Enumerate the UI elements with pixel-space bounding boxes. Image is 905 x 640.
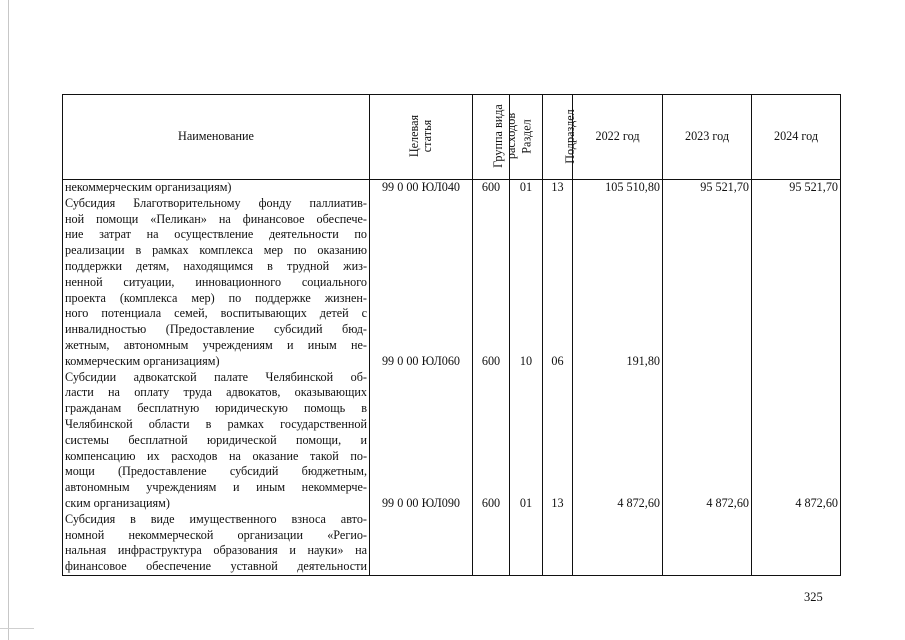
empty-line — [543, 401, 572, 417]
name-line: реализации в рамках комплекса мер по оказанию — [65, 243, 367, 258]
empty-line — [663, 528, 749, 544]
year-2024-cell — [752, 354, 838, 370]
empty-line — [573, 417, 660, 433]
header-subsection — [543, 95, 577, 180]
empty-line — [752, 464, 838, 480]
name-line: ние затрат на осуществление деятельности по — [65, 227, 367, 242]
empty-line — [543, 275, 572, 291]
empty-line — [370, 243, 472, 259]
empty-line — [543, 449, 572, 465]
empty-line — [752, 227, 838, 243]
name-line: ским организациям) — [65, 495, 170, 510]
scan-edge-line — [8, 0, 9, 640]
empty-line — [573, 370, 660, 386]
expense-group-cell: 600 — [481, 180, 501, 194]
empty-line — [370, 512, 472, 528]
header-year-2022 — [573, 95, 663, 180]
section-cell: 10 — [519, 353, 533, 368]
target-article-column — [370, 180, 473, 576]
empty-line — [752, 306, 838, 322]
empty-line — [573, 227, 660, 243]
name-line: номной некоммерческой организации «Регио- — [65, 527, 367, 542]
empty-line — [573, 259, 660, 275]
year-2022-cell: 105 510,80 — [605, 180, 660, 194]
empty-line — [370, 449, 472, 465]
empty-line — [473, 385, 509, 401]
empty-line — [543, 464, 572, 480]
empty-line — [543, 433, 572, 449]
empty-line — [510, 227, 542, 243]
empty-line — [473, 306, 509, 322]
empty-line — [752, 417, 838, 433]
header-year-2022-label: 2022 год — [595, 129, 640, 144]
expense-group-cell: 600 — [481, 353, 501, 368]
empty-line — [370, 417, 472, 433]
name-line: жетным, автономным учреждениям и иным не- — [65, 337, 367, 352]
empty-line — [510, 480, 542, 496]
header-expense-group — [473, 95, 518, 180]
empty-line — [370, 385, 472, 401]
header-year-2024 — [752, 95, 841, 180]
empty-line — [473, 543, 509, 559]
empty-line — [510, 291, 542, 307]
empty-line — [752, 196, 838, 212]
empty-line — [473, 259, 509, 275]
empty-line — [573, 512, 660, 528]
year-2023-cell: 95 521,70 — [700, 180, 749, 194]
year-2024-cell: 95 521,70 — [789, 180, 838, 194]
header-name — [63, 95, 370, 180]
empty-line — [573, 322, 660, 338]
empty-line — [752, 322, 838, 338]
target-article-cell: 99 0 00 ЮЛ090 — [381, 495, 461, 510]
empty-line — [663, 212, 749, 228]
empty-line — [663, 401, 749, 417]
expense-group-stack — [473, 180, 509, 575]
subsection-column — [543, 180, 573, 576]
empty-line — [510, 370, 542, 386]
empty-line — [543, 559, 572, 575]
empty-line — [543, 417, 572, 433]
empty-line — [473, 370, 509, 386]
empty-line — [473, 464, 509, 480]
header-expense-group-label — [492, 104, 518, 168]
empty-line — [752, 401, 838, 417]
year-2022-cell: 191,80 — [626, 353, 660, 368]
empty-line — [752, 370, 838, 386]
empty-line — [663, 227, 749, 243]
empty-line — [510, 243, 542, 259]
empty-line — [510, 417, 542, 433]
empty-line — [663, 385, 749, 401]
empty-line — [752, 385, 838, 401]
empty-line — [663, 370, 749, 386]
empty-line — [543, 212, 572, 228]
empty-line — [370, 370, 472, 386]
empty-line — [663, 512, 749, 528]
empty-line — [543, 370, 572, 386]
empty-line — [510, 275, 542, 291]
expense-group-cell: 600 — [481, 495, 501, 510]
section-cell: 01 — [519, 180, 533, 194]
subsection-stack — [543, 180, 572, 575]
empty-line — [543, 385, 572, 401]
empty-line — [370, 528, 472, 544]
empty-line — [663, 243, 749, 259]
empty-line — [573, 243, 660, 259]
empty-line — [663, 196, 749, 212]
empty-line — [473, 401, 509, 417]
table-header-row — [63, 95, 841, 180]
empty-line — [573, 306, 660, 322]
empty-line — [510, 559, 542, 575]
empty-line — [510, 449, 542, 465]
empty-line — [473, 559, 509, 575]
empty-line — [752, 275, 838, 291]
empty-line — [370, 401, 472, 417]
empty-line — [663, 449, 749, 465]
name-line: гражданам бесплатную юридическую помощь в — [65, 401, 367, 416]
empty-line — [510, 338, 542, 354]
empty-line — [543, 227, 572, 243]
empty-line — [573, 385, 660, 401]
name-column — [63, 180, 370, 576]
name-line: коммерческим организациям) — [65, 353, 220, 368]
name-line: мощи (Предоставление субсидий бюджетным, — [65, 464, 367, 479]
empty-line — [752, 512, 838, 528]
empty-line — [663, 259, 749, 275]
empty-line — [510, 543, 542, 559]
page-number: 325 — [804, 590, 823, 604]
name-line: нальная инфраструктура образования и науки» на — [65, 543, 367, 558]
name-line: ного потенциала семей, воспитывающих детей с — [65, 306, 367, 321]
empty-line — [510, 322, 542, 338]
empty-line — [370, 212, 472, 228]
empty-line — [752, 449, 838, 465]
empty-line — [573, 559, 660, 575]
subsection-cell: 13 — [551, 495, 564, 510]
name-line: Субсидии адвокатской палате Челябинской об- — [65, 369, 367, 384]
empty-line — [752, 559, 838, 575]
year-2023-column — [663, 180, 752, 576]
empty-line — [473, 291, 509, 307]
empty-line — [473, 528, 509, 544]
empty-line — [510, 401, 542, 417]
empty-line — [370, 227, 472, 243]
subsection-cell: 06 — [551, 353, 564, 368]
target-article-cell: 99 0 00 ЮЛ060 — [381, 353, 461, 368]
year-2022-stack — [573, 180, 660, 575]
section-stack — [510, 180, 542, 575]
empty-line — [573, 528, 660, 544]
empty-line — [370, 338, 472, 354]
empty-line — [573, 338, 660, 354]
name-line: ласти на оплату труда адвокатов, оказывающих — [65, 385, 367, 400]
empty-line — [543, 259, 572, 275]
year-2023-stack — [663, 180, 749, 575]
empty-line — [663, 433, 749, 449]
empty-line — [370, 306, 472, 322]
header-target-article-label — [408, 115, 434, 157]
name-line: Субсидия Благотворительному фонду паллиатив- — [65, 195, 367, 210]
empty-line — [473, 322, 509, 338]
year-2022-cell: 4 872,60 — [617, 495, 660, 510]
empty-line — [663, 480, 749, 496]
empty-line — [370, 275, 472, 291]
empty-line — [473, 512, 509, 528]
empty-line — [473, 417, 509, 433]
empty-line — [473, 196, 509, 212]
name-line: поддержки детям, находящимся в трудной жиз- — [65, 258, 367, 273]
empty-line — [752, 243, 838, 259]
empty-line — [573, 449, 660, 465]
empty-line — [573, 212, 660, 228]
name-line: ненной ситуации, инновационного социального — [65, 274, 367, 289]
year-2024-stack — [752, 180, 838, 575]
empty-line — [663, 322, 749, 338]
scan-mark — [0, 628, 34, 629]
empty-line — [543, 338, 572, 354]
empty-line — [573, 196, 660, 212]
empty-line — [573, 480, 660, 496]
header-expense-group-line-1: Группа вида — [490, 104, 505, 168]
empty-line — [370, 259, 472, 275]
empty-line — [573, 275, 660, 291]
name-line: системы бесплатной юридической помощи, и — [65, 432, 367, 447]
empty-line — [473, 433, 509, 449]
subsection-cell: 13 — [551, 180, 564, 194]
empty-line — [473, 449, 509, 465]
empty-line — [370, 464, 472, 480]
empty-line — [370, 559, 472, 575]
name-line: финансовое обеспечение уставной деятельности — [65, 559, 367, 574]
empty-line — [473, 480, 509, 496]
empty-line — [663, 291, 749, 307]
empty-line — [473, 275, 509, 291]
empty-line — [510, 464, 542, 480]
target-article-cell: 99 0 00 ЮЛ040 — [381, 180, 461, 194]
empty-line — [543, 543, 572, 559]
empty-line — [663, 559, 749, 575]
empty-line — [752, 291, 838, 307]
empty-line — [543, 512, 572, 528]
empty-line — [573, 543, 660, 559]
empty-line — [663, 306, 749, 322]
year-2024-column — [752, 180, 841, 576]
target-article-stack — [370, 180, 472, 575]
empty-line — [573, 433, 660, 449]
empty-line — [510, 212, 542, 228]
empty-line — [370, 480, 472, 496]
header-subsection-label: Подраздел — [562, 109, 577, 164]
empty-line — [543, 306, 572, 322]
name-line: некоммерческим организациям) — [65, 180, 232, 194]
empty-line — [573, 291, 660, 307]
header-name-label: Наименование — [178, 129, 254, 144]
name-line: ной помощи «Пеликан» на финансовое обеспече- — [65, 211, 367, 226]
empty-line — [543, 196, 572, 212]
header-year-2023-label: 2023 год — [684, 129, 730, 144]
table-body-row — [63, 180, 841, 576]
empty-line — [473, 243, 509, 259]
empty-line — [473, 338, 509, 354]
year-2022-column — [573, 180, 663, 576]
empty-line — [543, 322, 572, 338]
header-target-article-line-1: Целевая — [407, 114, 421, 158]
empty-line — [752, 543, 838, 559]
empty-line — [663, 275, 749, 291]
name-line: автономным учреждениям и иным некоммерче- — [65, 480, 367, 495]
empty-line — [510, 512, 542, 528]
empty-line — [543, 480, 572, 496]
empty-line — [573, 464, 660, 480]
expense-group-column — [473, 180, 510, 576]
name-line: инвалидностью (Предоставление субсидий бюд- — [65, 322, 367, 337]
empty-line — [510, 196, 542, 212]
empty-line — [663, 417, 749, 433]
empty-line — [573, 401, 660, 417]
name-lines — [65, 180, 367, 575]
name-line: компенсацию их расходов на оказание такой по- — [65, 448, 367, 463]
empty-line — [510, 259, 542, 275]
empty-line — [510, 385, 542, 401]
header-year-2023 — [663, 95, 752, 180]
empty-line — [370, 322, 472, 338]
empty-line — [752, 528, 838, 544]
empty-line — [510, 306, 542, 322]
empty-line — [543, 291, 572, 307]
header-expense-group-line-2: расходов — [503, 113, 518, 160]
empty-line — [752, 259, 838, 275]
empty-line — [663, 464, 749, 480]
header-target-article — [370, 95, 473, 180]
budget-table — [62, 94, 841, 576]
header-section-label: Раздел — [519, 119, 534, 154]
empty-line — [473, 212, 509, 228]
empty-line — [370, 291, 472, 307]
empty-line — [663, 543, 749, 559]
year-2023-cell — [663, 354, 749, 370]
empty-line — [752, 433, 838, 449]
name-line: проекта (комплекса мер) по поддержке жизнен- — [65, 290, 367, 305]
name-line: Челябинской области в рамках государственной — [65, 416, 367, 431]
section-cell: 01 — [519, 495, 533, 510]
empty-line — [752, 212, 838, 228]
empty-line — [473, 227, 509, 243]
section-column — [510, 180, 543, 576]
empty-line — [543, 528, 572, 544]
empty-line — [370, 196, 472, 212]
header-year-2024-label: 2024 год — [773, 129, 819, 144]
empty-line — [663, 338, 749, 354]
empty-line — [370, 433, 472, 449]
empty-line — [370, 543, 472, 559]
empty-line — [543, 243, 572, 259]
year-2023-cell: 4 872,60 — [706, 495, 749, 510]
name-line: Субсидия в виде имущественного взноса авто- — [65, 511, 367, 526]
empty-line — [752, 338, 838, 354]
header-target-article-line-2: статья — [420, 119, 434, 153]
empty-line — [510, 528, 542, 544]
year-2024-cell: 4 872,60 — [795, 495, 838, 510]
empty-line — [510, 433, 542, 449]
empty-line — [752, 480, 838, 496]
